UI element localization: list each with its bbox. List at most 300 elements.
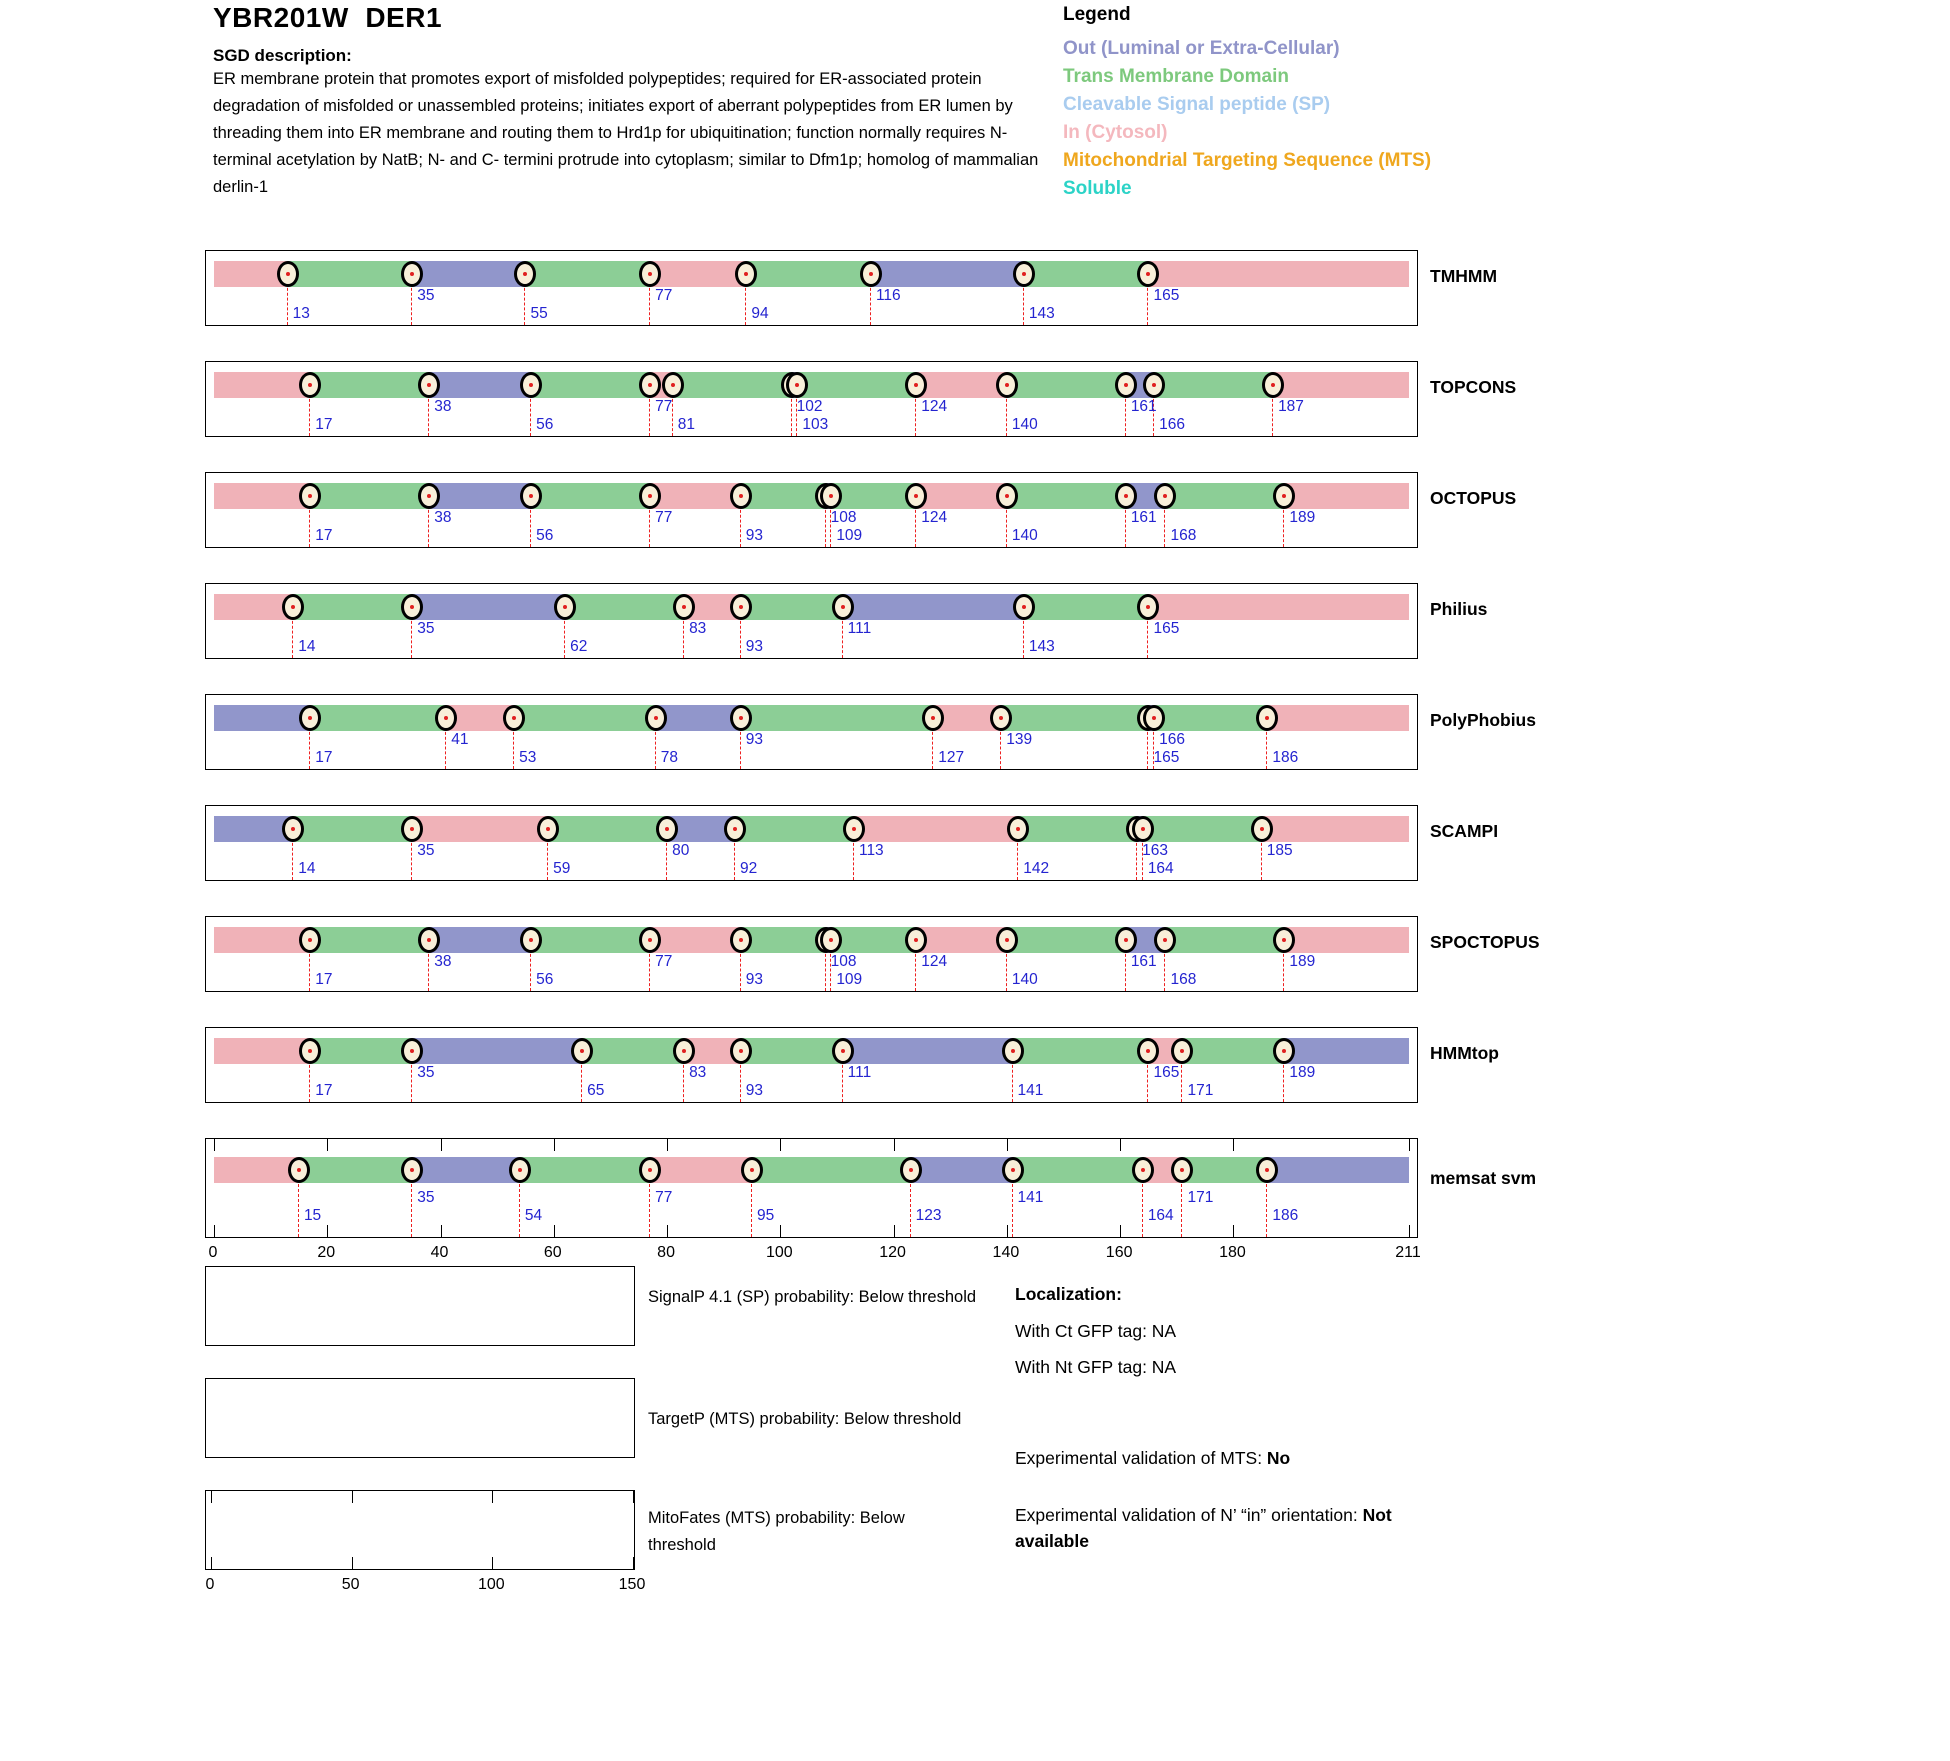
boundary-line: [1012, 1179, 1013, 1237]
track-label-spoctopus: SPOCTOPUS: [1430, 932, 1540, 952]
segment-out: [412, 261, 525, 287]
marker-dot: [512, 716, 516, 720]
marker-dot: [580, 1049, 584, 1053]
axis-tick-label: 40: [430, 1244, 449, 1261]
segment-tm: [293, 594, 412, 620]
marker-dot: [1265, 1168, 1269, 1172]
boundary-label: 124: [921, 953, 948, 970]
nt-gfp-tag-line: With Nt GFP tag: NA: [1015, 1357, 1177, 1377]
boundary-marker: [996, 372, 1018, 398]
axis-tick-label: 140: [992, 1244, 1020, 1261]
boundary-line: [791, 394, 792, 436]
axis-tick: [554, 1225, 555, 1237]
boundary-line: [411, 1060, 412, 1102]
boundary-line: [1164, 949, 1165, 991]
segment-tm: [1007, 372, 1126, 398]
axis-tick-label: 0: [208, 1244, 218, 1261]
legend-item-mitochondrial-targeting-sequence-mts-: Mitochondrial Targeting Sequence (MTS): [1063, 150, 1432, 171]
boundary-label: 189: [1289, 509, 1316, 526]
segment-out: [412, 1038, 582, 1064]
boundary-line: [1125, 394, 1126, 436]
boundary-line: [649, 1179, 650, 1237]
segment-out: [429, 483, 531, 509]
marker-dot: [1271, 383, 1275, 387]
boundary-label: 141: [1017, 1189, 1044, 1206]
boundary-line: [530, 949, 531, 991]
segment-tm: [525, 261, 650, 287]
marker-dot: [1011, 1168, 1015, 1172]
segment-out: [412, 594, 565, 620]
marker-dot: [410, 272, 414, 276]
marker-dot: [427, 938, 431, 942]
boundary-label: 161: [1130, 953, 1157, 970]
marker-dot: [308, 938, 312, 942]
boundary-label: 168: [1170, 971, 1197, 988]
segment-tm: [520, 1157, 650, 1183]
boundary-line: [1023, 283, 1024, 325]
boundary-line: [649, 394, 650, 436]
boundary-marker: [520, 927, 542, 953]
sgd-description-label: SGD description:: [213, 46, 352, 65]
boundary-line: [915, 394, 916, 436]
boundary-marker: [509, 1157, 531, 1183]
boundary-line: [1012, 1060, 1013, 1102]
boundary-label: 54: [524, 1207, 543, 1224]
boundary-line: [309, 949, 310, 991]
boundary-label: 65: [587, 1082, 605, 1099]
boundary-label: 189: [1289, 953, 1316, 970]
marker-dot: [410, 1168, 414, 1172]
boundary-line: [740, 727, 741, 769]
marker-dot: [410, 827, 414, 831]
boundary-line: [309, 394, 310, 436]
marker-dot: [1005, 494, 1009, 498]
boundary-line: [649, 283, 650, 325]
boundary-line: [309, 505, 310, 547]
axis-tick-label: 60: [543, 1244, 562, 1261]
segment-out: [871, 261, 1024, 287]
track-label-polyphobius: PolyPhobius: [1430, 710, 1536, 730]
axis-tick-label: 100: [765, 1244, 793, 1261]
boundary-label: 103: [802, 416, 829, 433]
segment-out: [843, 1038, 1013, 1064]
axis-tick-label: 120: [879, 1244, 906, 1261]
boundary-label: 56: [536, 527, 554, 544]
segment-in: [214, 1038, 310, 1064]
plot-axis-tick: [492, 1491, 493, 1503]
legend-item-in-cytosol-: In (Cytosol): [1063, 122, 1168, 143]
axis-tick: [1007, 1139, 1008, 1151]
boundary-label: 108: [830, 953, 857, 970]
sgd-description-text: ER membrane protein that promotes export of misfolded polypeptides; required for ER-associated protein degradation of misfolded or unassembled proteins; initiates export of aberrant polypeptides from ER lumen by threading them into ER membrane and routing them to Hrd1p for ubiquitination; function normally requires N-terminal acetylation by NatB; N- and C- termini protrude into cytoplasm; similar to Dfm1p; homolog of mammalian derlin-1: [213, 70, 1039, 196]
segment-tm: [1007, 483, 1126, 509]
boundary-label: 56: [536, 416, 554, 433]
plot-axis-tick: [352, 1557, 353, 1569]
boundary-label: 95: [757, 1207, 775, 1224]
segment-tm: [310, 927, 429, 953]
boundary-marker: [673, 1038, 695, 1064]
boundary-label: 165: [1153, 287, 1180, 304]
boundary-label: 14: [298, 638, 316, 655]
orientation-validation-prefix: Experimental validation of N’ “in” orientation:: [1015, 1505, 1363, 1525]
marker-dot: [1141, 827, 1145, 831]
boundary-label: 17: [315, 527, 333, 544]
boundary-marker: [730, 594, 752, 620]
axis-tick: [1120, 1139, 1121, 1151]
marker-dot: [914, 383, 918, 387]
boundary-marker: [662, 372, 684, 398]
boundary-line: [1006, 505, 1007, 547]
boundary-label: 109: [836, 527, 863, 544]
marker-dot: [739, 716, 743, 720]
boundary-line: [842, 616, 843, 658]
boundary-marker: [1115, 927, 1137, 953]
boundary-label: 186: [1272, 749, 1299, 766]
boundary-line: [292, 616, 293, 658]
boundary-line: [740, 949, 741, 991]
plot-label-targetp: TargetP (MTS) probability: Below threshold: [648, 1410, 962, 1428]
segment-tm: [741, 594, 843, 620]
legend: [1063, 4, 1431, 203]
boundary-line: [683, 616, 684, 658]
segment-out: [412, 1157, 520, 1183]
boundary-marker: [730, 705, 752, 731]
boundary-line: [825, 505, 826, 547]
boundary-label: 92: [740, 860, 758, 877]
plot-axis-tick-label: 100: [477, 1576, 505, 1593]
boundary-line: [1017, 838, 1018, 880]
segment-tm: [1001, 705, 1148, 731]
boundary-line: [666, 838, 667, 880]
boundary-line: [1023, 616, 1024, 658]
boundary-line: [530, 505, 531, 547]
legend-item-soluble: Soluble: [1063, 178, 1132, 199]
marker-dot: [1152, 383, 1156, 387]
boundary-marker: [996, 927, 1018, 953]
boundary-label: 81: [677, 416, 695, 433]
boundary-line: [309, 727, 310, 769]
segment-in: [916, 483, 1007, 509]
track-label-philius: Philius: [1430, 599, 1488, 619]
boundary-label: 161: [1130, 398, 1157, 415]
marker-dot: [648, 272, 652, 276]
boundary-marker: [730, 927, 752, 953]
mts-validation-line: [1015, 1445, 1290, 1471]
marker-dot: [308, 1049, 312, 1053]
segment-tm: [741, 927, 826, 953]
marker-dot: [523, 272, 527, 276]
track-label-memsat-svm: memsat svm: [1430, 1168, 1537, 1188]
boundary-label: 140: [1011, 971, 1038, 988]
boundary-label: 171: [1187, 1082, 1214, 1099]
track-label-tmhmm: TMHMM: [1430, 266, 1498, 286]
boundary-line: [1283, 505, 1284, 547]
boundary-label: 80: [672, 842, 690, 859]
boundary-label: 166: [1159, 416, 1186, 433]
segment-tm: [288, 261, 413, 287]
boundary-label: 77: [655, 953, 673, 970]
track-hmmtop: [205, 1027, 1418, 1103]
marker-dot: [733, 827, 737, 831]
segment-in: [650, 927, 741, 953]
segment-tm: [531, 483, 650, 509]
plot-axis-tick: [211, 1491, 212, 1503]
boundary-label: 168: [1170, 527, 1197, 544]
boundary-label: 41: [451, 731, 469, 748]
axis-tick: [554, 1139, 555, 1151]
boundary-label: 140: [1011, 416, 1038, 433]
boundary-label: 164: [1147, 1207, 1174, 1224]
boundary-label: 38: [434, 953, 452, 970]
boundary-line: [1181, 1060, 1182, 1102]
marker-dot: [1022, 272, 1026, 276]
boundary-marker: [554, 594, 576, 620]
boundary-line: [1136, 838, 1137, 880]
axis-tick: [327, 1139, 328, 1151]
track-polyphobius: [205, 694, 1418, 770]
boundary-label: 127: [938, 749, 965, 766]
boundary-marker: [639, 483, 661, 509]
axis-tick: [1233, 1225, 1234, 1237]
boundary-marker: [639, 372, 661, 398]
segment-in: [650, 261, 746, 287]
marker-dot: [671, 383, 675, 387]
marker-dot: [682, 605, 686, 609]
boundary-marker: [900, 1157, 922, 1183]
axis-tick-label: 20: [317, 1244, 336, 1261]
boundary-line: [1266, 727, 1267, 769]
axis-tick: [780, 1139, 781, 1151]
segment-tm: [831, 927, 916, 953]
marker-dot: [1124, 938, 1128, 942]
segment-tm: [741, 705, 934, 731]
boundary-marker: [1132, 816, 1154, 842]
legend-item-cleavable-signal-peptide-sp-: Cleavable Signal peptide (SP): [1063, 94, 1331, 115]
boundary-line: [1283, 949, 1284, 991]
marker-dot: [529, 938, 533, 942]
marker-dot: [1005, 383, 1009, 387]
marker-dot: [308, 716, 312, 720]
boundary-marker: [724, 816, 746, 842]
segment-in: [1148, 261, 1409, 287]
boundary-label: 123: [915, 1207, 942, 1224]
boundary-label: 165: [1153, 749, 1180, 766]
segment-in: [650, 1157, 752, 1183]
boundary-marker: [1251, 816, 1273, 842]
boundary-marker: [277, 261, 299, 287]
boundary-label: 35: [417, 287, 435, 304]
segment-tm: [548, 816, 667, 842]
track-octopus: [205, 472, 1418, 548]
segment-tm: [293, 816, 412, 842]
boundary-marker: [1002, 1157, 1024, 1183]
axis-tick: [780, 1225, 781, 1237]
segment-tm: [1007, 927, 1126, 953]
boundary-line: [649, 505, 650, 547]
marker-dot: [999, 716, 1003, 720]
boundary-line: [870, 283, 871, 325]
segment-tm: [310, 1038, 412, 1064]
plot-box-targetp: [205, 1378, 635, 1458]
boundary-line: [1266, 1179, 1267, 1237]
boundary-label: 113: [858, 842, 884, 859]
boundary-line: [309, 1060, 310, 1102]
boundary-line: [1283, 1060, 1284, 1102]
marker-dot: [1260, 827, 1264, 831]
boundary-marker: [860, 261, 882, 287]
boundary-label: 141: [1017, 1082, 1044, 1099]
boundary-label: 111: [847, 1064, 872, 1081]
boundary-line: [1142, 1179, 1143, 1237]
boundary-marker: [1115, 483, 1137, 509]
orientation-validation-line: [1015, 1502, 1470, 1554]
boundary-label: 77: [655, 509, 673, 526]
boundary-label: 17: [315, 749, 333, 766]
marker-dot: [291, 827, 295, 831]
marker-dot: [750, 1168, 754, 1172]
boundary-line: [519, 1179, 520, 1237]
page-title: YBR201W DER1: [213, 2, 443, 33]
boundary-label: 140: [1011, 527, 1038, 544]
segment-out: [214, 705, 310, 731]
boundary-label: 55: [530, 305, 548, 322]
track-label-topcons: TOPCONS: [1430, 377, 1517, 397]
boundary-label: 13: [292, 305, 310, 322]
marker-dot: [1016, 827, 1020, 831]
marker-dot: [308, 383, 312, 387]
boundary-marker: [639, 261, 661, 287]
boundary-marker: [1115, 372, 1137, 398]
segment-in: [650, 483, 741, 509]
segment-in: [854, 816, 1018, 842]
boundary-label: 108: [830, 509, 857, 526]
plot-label-mitofates: MitoFates (MTS) probability: Below threshold: [648, 1509, 905, 1554]
axis-tick: [441, 1225, 442, 1237]
marker-dot: [1005, 938, 1009, 942]
legend-title: Legend: [1063, 4, 1131, 25]
marker-dot: [563, 605, 567, 609]
axis-tick-label: 160: [1105, 1244, 1133, 1261]
boundary-marker: [1132, 1157, 1154, 1183]
segment-tm: [1165, 927, 1284, 953]
plot-axis-tick-label: 0: [205, 1576, 215, 1593]
segment-out: [1284, 1038, 1409, 1064]
segment-in: [1262, 816, 1409, 842]
plot-axis-tick: [352, 1491, 353, 1503]
plot-axis-tick: [211, 1557, 212, 1569]
boundary-label: 77: [655, 1189, 673, 1206]
segment-in: [214, 483, 310, 509]
segment-tm: [741, 1038, 843, 1064]
track-memsat-svm: [205, 1138, 1418, 1238]
marker-dot: [529, 494, 533, 498]
segment-tm: [831, 483, 916, 509]
boundary-label: 165: [1153, 1064, 1180, 1081]
boundary-label: 139: [1006, 731, 1033, 748]
marker-dot: [1180, 1168, 1184, 1172]
mts-validation-value: No: [1266, 1448, 1291, 1468]
boundary-line: [287, 283, 288, 325]
segment-tm: [531, 927, 650, 953]
boundary-line: [411, 283, 412, 325]
segment-in: [1267, 705, 1409, 731]
marker-dot: [739, 938, 743, 942]
boundary-label: 186: [1272, 1207, 1299, 1224]
marker-dot: [841, 605, 845, 609]
marker-dot: [410, 1049, 414, 1053]
segment-tm: [531, 372, 650, 398]
boundary-label: 93: [745, 731, 763, 748]
boundary-label: 17: [315, 416, 333, 433]
boundary-line: [751, 1179, 752, 1237]
marker-dot: [869, 272, 873, 276]
boundary-label: 189: [1289, 1064, 1316, 1081]
boundary-line: [428, 949, 429, 991]
boundary-label: 185: [1266, 842, 1293, 859]
axis-tick: [1007, 1225, 1008, 1237]
boundary-label: 102: [796, 398, 823, 415]
track-spoctopus: [205, 916, 1418, 992]
boundary-label: 116: [875, 287, 901, 304]
axis-tick-label: 80: [657, 1244, 675, 1261]
track-scampi: [205, 805, 1418, 881]
boundary-marker: [730, 1038, 752, 1064]
axis-tick: [214, 1225, 215, 1237]
segment-tm: [310, 705, 446, 731]
boundary-label: 53: [519, 749, 537, 766]
marker-dot: [1022, 605, 1026, 609]
marker-dot: [841, 1049, 845, 1053]
segment-tm: [1154, 705, 1267, 731]
boundary-line: [649, 949, 650, 991]
marker-dot: [648, 494, 652, 498]
marker-dot: [1141, 1168, 1145, 1172]
segment-in: [916, 372, 1007, 398]
axis-tick: [894, 1139, 895, 1151]
track-topcons: [205, 361, 1418, 437]
segment-in: [214, 927, 310, 953]
segment-out: [1267, 1157, 1409, 1183]
boundary-line: [1147, 1060, 1148, 1102]
track-philius: [205, 583, 1418, 659]
legend-items: [1063, 35, 1431, 203]
marker-dot: [1265, 716, 1269, 720]
marker-dot: [852, 827, 856, 831]
boundary-line: [1006, 394, 1007, 436]
segment-out: [843, 594, 1024, 620]
boundary-line: [745, 283, 746, 325]
boundary-line: [915, 505, 916, 547]
marker-dot: [1146, 1049, 1150, 1053]
segment-in: [916, 927, 1007, 953]
boundary-line: [734, 838, 735, 880]
axis-tick: [667, 1225, 668, 1237]
axis-tick: [1120, 1225, 1121, 1237]
marker-dot: [1124, 383, 1128, 387]
boundary-line: [842, 1060, 843, 1102]
segment-out: [429, 927, 531, 953]
axis-tick-label: 180: [1219, 1244, 1246, 1261]
boundary-line: [581, 1060, 582, 1102]
boundary-marker: [639, 1157, 661, 1183]
boundary-line: [853, 838, 854, 880]
axis-tick: [1233, 1139, 1234, 1151]
boundary-label: 77: [655, 287, 673, 304]
plot-axis-tick-label: 50: [341, 1576, 360, 1593]
axis-tick: [441, 1139, 442, 1151]
boundary-label: 93: [745, 527, 763, 544]
marker-dot: [1152, 716, 1156, 720]
